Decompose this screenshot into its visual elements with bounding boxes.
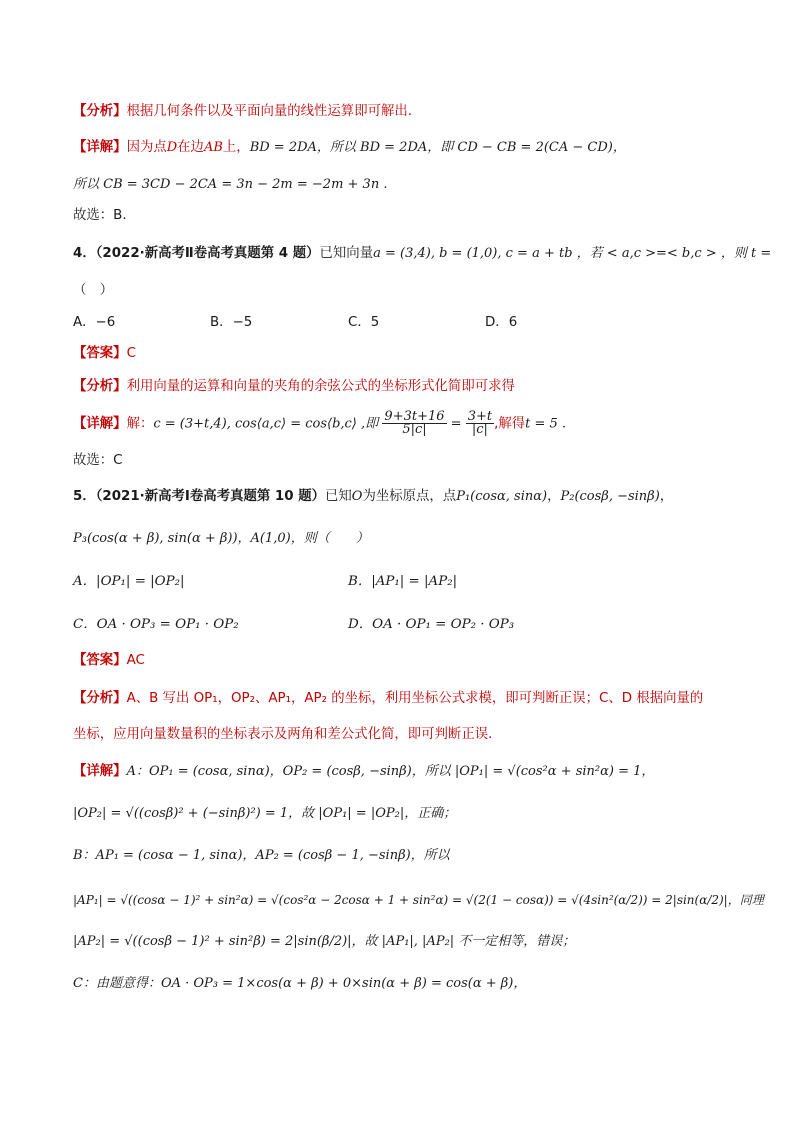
q4-detail-end: ,解得 — [494, 416, 526, 432]
q4-source: （2022·新高考Ⅱ卷高考真题第 4 题） — [95, 246, 320, 261]
q4-detail-line — [73, 411, 734, 438]
point-d: D — [166, 140, 178, 155]
prev-detail-line-1 — [73, 137, 734, 159]
q4-option-a: A．−6 — [73, 315, 116, 330]
q4-conclusion — [73, 450, 734, 472]
edge-ab: AB — [203, 140, 223, 155]
q4-option-b: B．−5 — [210, 315, 253, 330]
prev-detail-line-2 — [73, 174, 734, 196]
conclusion-text: 故选：C — [73, 453, 123, 468]
analysis-text: 根据几何条件以及平面向量的线性运算即可解出. — [126, 104, 413, 119]
q4-detail-pre: 解： — [126, 416, 154, 432]
frac1-numerator: 9+3t+16 — [384, 409, 445, 424]
q5-option-c: C．OA · OP₃ = OP₁ · OP₂ — [73, 617, 239, 632]
q5-option-d: D．OA · OP₁ = OP₂ · OP₃ — [348, 617, 515, 632]
q4-stem-line-2 — [73, 280, 734, 302]
frac2-numerator: 3+t — [467, 409, 493, 424]
analysis-tag: 【分析】 — [73, 691, 127, 706]
q5-source: （2021·新高考Ⅰ卷高考真题第 10 题） — [95, 489, 326, 504]
detail-math-1: BD = 2DA，所以 BD = 2DA，即 CD − CB = 2(CA − CD)， — [249, 140, 626, 155]
q5-option-b: B．|AP₁| = |AP₂| — [348, 574, 458, 589]
analysis-tag: 【分析】 — [73, 379, 127, 394]
q5-detail-a2 — [73, 803, 734, 825]
q5-answer: AC — [126, 653, 145, 668]
q5-origin-o: O — [351, 489, 363, 504]
q5-comma: ， — [547, 489, 561, 504]
detail-text-3: 上， — [222, 140, 250, 155]
detail-text-2: 在边 — [177, 140, 204, 155]
q5-detail-b3 — [73, 931, 734, 953]
detail-tag: 【详解】 — [73, 764, 127, 779]
q4-analysis: 利用向量的运算和向量的夹角的余弦公式的坐标形式化简即可求得 — [126, 379, 515, 394]
q5-analysis-line-2 — [73, 724, 734, 746]
q4-paren: （ ） — [73, 283, 114, 298]
q4-result: t = 5 . — [525, 416, 567, 432]
q5-point-p3: P₃(cos(α + β), sin(α + β))，A(1,0)，则（ ） — [73, 531, 369, 546]
q5-detail-a-2: |OP₂| = √((cosβ)² + (−sinβ)²) = 1，故 |OP₁| = |OP₂|，正确； — [73, 806, 457, 821]
q4-fraction-1 — [382, 411, 446, 436]
q5-detail-a-1: A：OP₁ = (cosα, sinα)，OP₂ = (cosβ, −sinβ)，所以 |OP₁| = √(cos²α + sin²α) = 1， — [126, 764, 655, 779]
q5-point-p2: P₂(cosβ, −sinβ) — [560, 489, 660, 504]
q5-detail-b-1: B：AP₁ = (cosα − 1, sinα)，AP₂ = (cosβ − 1, −sinβ)，所以 — [73, 848, 450, 863]
q5-detail-b-2: |AP₁| = √((cosα − 1)² + sin²α) = √(cos²α − 2cosα + 1 + sin²α) = √(2(1 − cosα)) = √(4sin²(α/2)) = 2|sin(α/2)|，同理 — [73, 893, 764, 907]
q5-detail-c-1: C：由题意得：OA · OP₃ = 1×cos(α + β) + 0×sin(α + β) = cos(α + β)， — [73, 976, 527, 991]
q5-number: 5． — [73, 489, 96, 504]
q4-analysis-line — [73, 376, 734, 398]
q4-option-c: C．5 — [348, 315, 380, 330]
q5-analysis-1: A、B 写出 OP₁，OP₂、AP₁，AP₂ 的坐标，利用坐标公式求模，即可判断正误；C、D 根据向量的 — [126, 691, 704, 706]
q4-answer-line — [73, 343, 734, 365]
prev-analysis-line — [73, 101, 734, 123]
frac1-denominator: 5|c| — [402, 422, 427, 437]
q4-number: 4． — [73, 246, 96, 261]
q5-analysis-line-1 — [73, 688, 734, 710]
answer-tag: 【答案】 — [73, 653, 127, 668]
q4-fraction-2 — [466, 411, 494, 436]
q4-detail-math: c = (3+t,4), cos⟨a,c⟩ = cos⟨b,c⟩ ,即 — [153, 416, 379, 432]
q5-stem-text: 已知 — [325, 489, 352, 504]
q5-detail-b1 — [73, 845, 734, 867]
q5-stem-text-2: 为坐标原点，点 — [362, 489, 457, 504]
prev-conclusion — [73, 205, 734, 227]
detail-math-2: 所以 CB = 3CD − 2CA = 3n − 2m = −2m + 3n . — [73, 177, 388, 192]
q4-stem-line-1 — [73, 243, 772, 265]
frac2-denominator: |c| — [471, 422, 488, 437]
conclusion-text: 故选：B. — [73, 208, 127, 223]
detail-text-1: 因为点 — [126, 140, 167, 155]
q5-stem-line-1 — [73, 486, 734, 508]
q5-stem-line-2 — [73, 528, 734, 550]
q5-detail-b-3: |AP₂| = √((cosβ − 1)² + sin²β) = 2|sin(β/2)|，故 |AP₁|, |AP₂| 不一定相等，错误； — [73, 934, 576, 949]
detail-tag: 【详解】 — [73, 140, 127, 155]
q5-tail: ， — [659, 489, 674, 504]
q5-detail-c1 — [73, 973, 734, 995]
q5-point-p1: P₁(cosα, sinα) — [456, 489, 548, 504]
q5-analysis-2: 坐标，应用向量数量积的坐标表示及两角和差公式化简，即可判断正误. — [73, 727, 493, 742]
q4-stem-text: 已知向量 — [319, 246, 374, 261]
q5-detail-b2 — [73, 889, 764, 911]
analysis-tag: 【分析】 — [73, 104, 127, 119]
q4-option-d: D．6 — [485, 315, 518, 330]
answer-tag: 【答案】 — [73, 346, 127, 361]
q4-answer: C — [126, 346, 136, 361]
q4-equals: = — [446, 416, 466, 432]
q5-answer-line — [73, 650, 734, 672]
q5-detail-a1 — [73, 761, 734, 783]
q5-option-a: A．|OP₁| = |OP₂| — [73, 574, 185, 589]
q4-stem-math: a = (3,4), b = (1,0), c = a + tb ，若 < a,c >=< b,c > ，则 t = — [373, 246, 772, 261]
detail-tag: 【详解】 — [73, 416, 127, 432]
